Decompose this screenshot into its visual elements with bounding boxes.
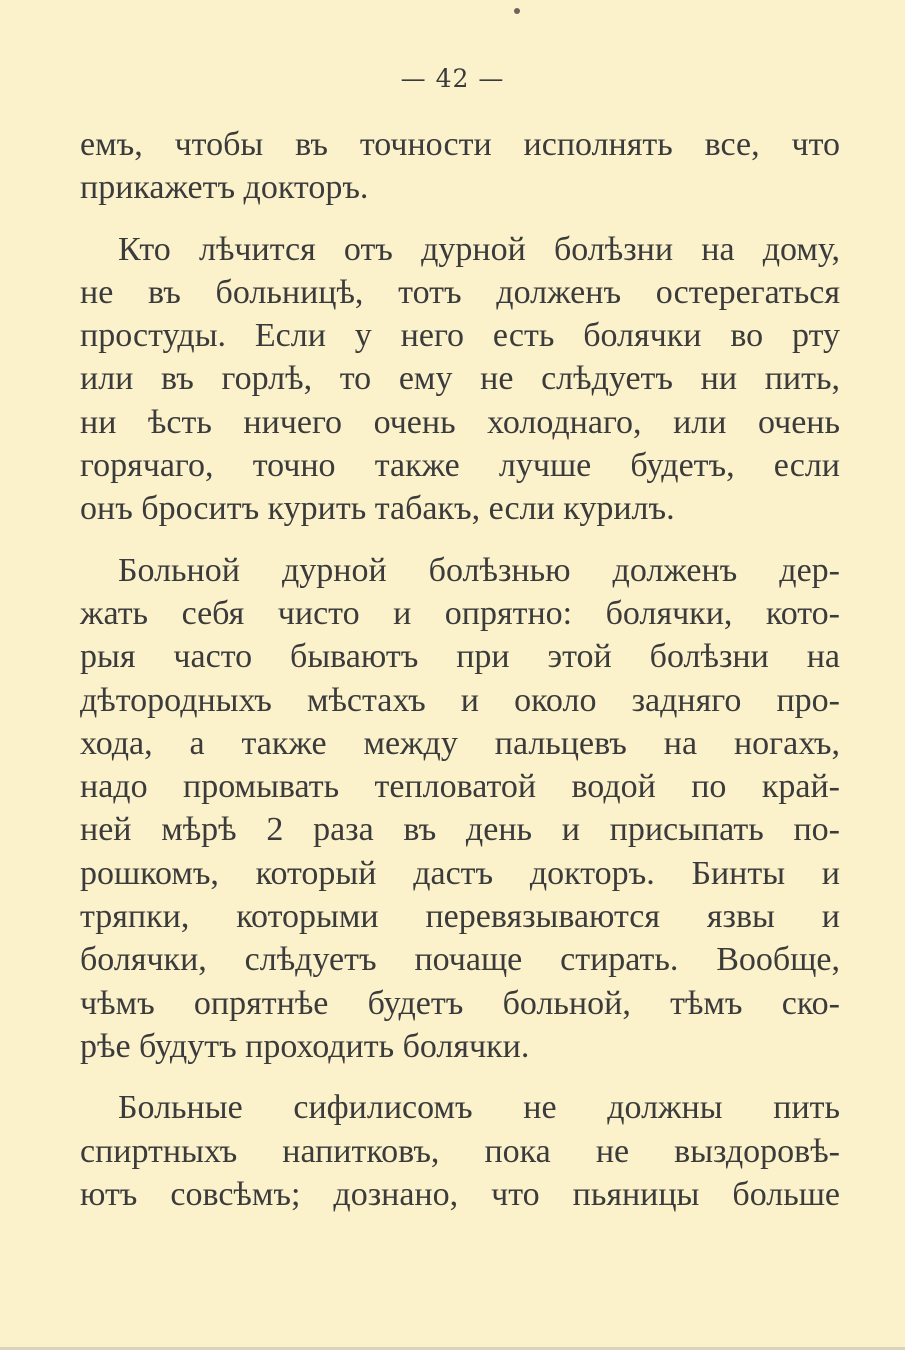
text-line: горячаго, точно также лучше будетъ, если <box>80 447 840 485</box>
body-text <box>80 123 840 1234</box>
text-line: тряпки, которыми перевязываются язвы и <box>80 898 840 936</box>
text-line: спиртныхъ напитковъ, пока не выздоровѣ- <box>80 1132 840 1170</box>
paragraph-1 <box>80 123 840 210</box>
text-line: рыя часто бываютъ при этой болѣзни на <box>80 638 840 676</box>
text-line: онъ броситъ курить табакъ, если курилъ. <box>80 490 675 528</box>
text-line: Больной дурной болѣзнью долженъ дер- <box>118 551 840 589</box>
paragraph-3 <box>80 549 840 1069</box>
text-line: хода, а также между пальцевъ на ногахъ, <box>80 724 840 762</box>
page-number: — 42 — <box>400 64 505 93</box>
text-line: простуды. Если у него есть болячки во рту <box>80 317 840 355</box>
text-line: рошкомъ, который дастъ докторъ. Бинты и <box>80 854 840 892</box>
text-line: ни ѣсть ничего очень холоднаго, или очень <box>80 403 840 441</box>
text-line: дѣтородныхъ мѣстахъ и около задняго про- <box>80 681 840 719</box>
text-line: жать себя чисто и опрятно: болячки, кото- <box>80 594 840 632</box>
text-line: или въ горлѣ, то ему не слѣдуетъ ни пить, <box>80 360 840 398</box>
ink-speck <box>514 8 520 14</box>
text-line: Кто лѣчится отъ дурной болѣзни на дому, <box>118 230 840 268</box>
text-line: ней мѣрѣ 2 раза въ день и присыпать по- <box>80 811 840 849</box>
text-line: чѣмъ опрятнѣе будетъ больной, тѣмъ ско- <box>80 984 840 1022</box>
text-line: рѣе будутъ проходить болячки. <box>80 1027 530 1065</box>
text-line: надо промывать тепловатой водой по край- <box>80 768 840 806</box>
text-line: не въ больницѣ, тотъ долженъ остерегаться <box>80 273 840 311</box>
paragraph-4 <box>80 1086 840 1216</box>
text-line: прикажетъ докторъ. <box>80 169 369 207</box>
text-line: Больные сифилисомъ не должны пить <box>118 1089 840 1127</box>
text-line: ютъ совсѣмъ; дознано, что пьяницы больше <box>80 1175 840 1213</box>
text-line: емъ, чтобы въ точности исполнять все, что <box>80 126 840 163</box>
text-line: болячки, слѣдуетъ почаще стирать. Вообще, <box>80 941 840 979</box>
paragraph-2 <box>80 228 840 531</box>
